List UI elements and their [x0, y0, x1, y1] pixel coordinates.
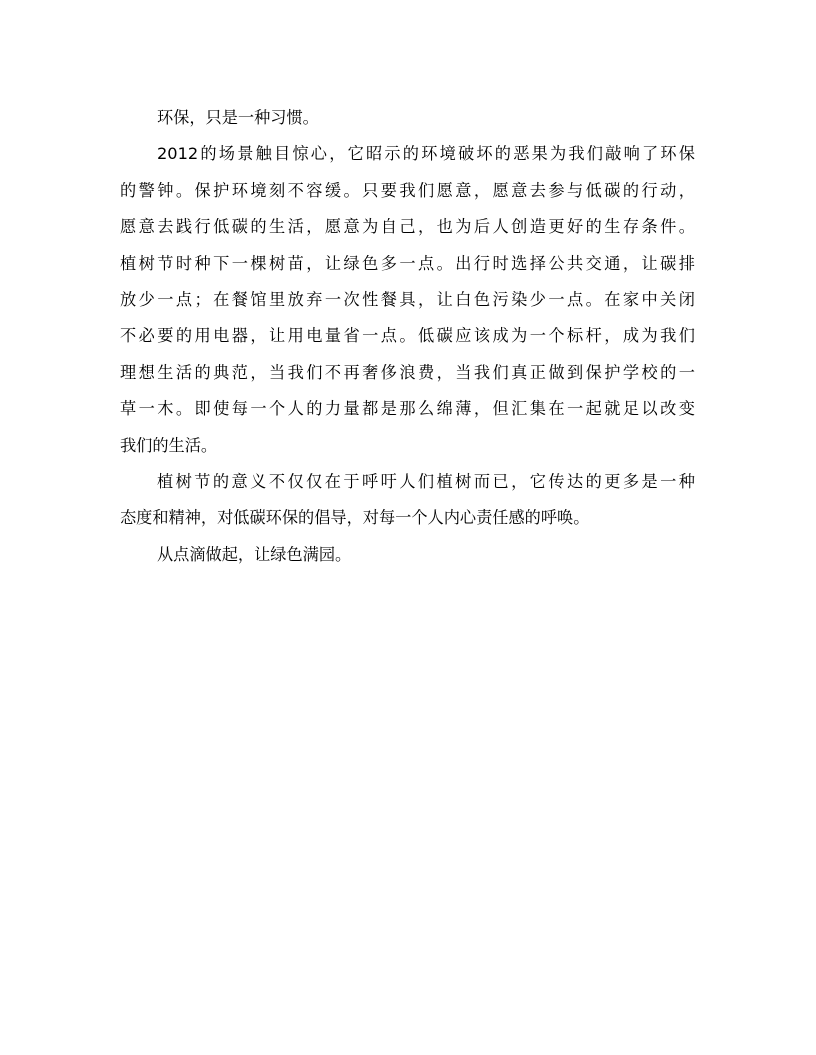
paragraph-line: 植树节时种下一棵树苗，让绿色多一点。出行时选择公共交通，让碳排 — [120, 253, 695, 273]
paragraph-line: 从点滴做起，让绿色满园。 — [157, 544, 352, 564]
paragraph-line: 态度和精神，对低碳环保的倡导，对每一个人内心责任感的呼唤。 — [120, 508, 590, 528]
paragraph-4 — [120, 537, 695, 573]
document-body — [120, 100, 695, 573]
paragraph-line: 我们的生活。 — [120, 435, 218, 455]
paragraph-line: 环保，只是一种习惯。 — [157, 108, 319, 127]
paragraph-line: 植树节的意义不仅仅在于呼吁人们植树而已，它传达的更多是一种 — [157, 471, 695, 491]
paragraph-line: 放少一点；在餐馆里放弃一次性餐具，让白色污染少一点。在家中关闭 — [120, 289, 695, 309]
paragraph-line: 的警钟。保护环境刻不容缓。只要我们愿意，愿意去参与低碳的行动， — [120, 180, 695, 200]
paragraph-line: 理想生活的典范，当我们不再奢侈浪费，当我们真正做到保护学校的一 — [120, 362, 695, 382]
paragraph-line: 不必要的用电器，让用电量省一点。低碳应该成为一个标杆，成为我们 — [120, 326, 695, 346]
paragraph-1 — [120, 100, 695, 136]
paragraph-3 — [120, 464, 695, 537]
paragraph-line: 愿意去践行低碳的生活，愿意为自己，也为后人创造更好的生存条件。 — [120, 217, 695, 237]
paragraph-line: 草一木。即使每一个人的力量都是那么绵薄，但汇集在一起就足以改变 — [120, 399, 695, 419]
paragraph-line: 2012的场景触目惊心，它昭示的环境破坏的恶果为我们敲响了环保 — [157, 144, 695, 164]
paragraph-2 — [120, 136, 695, 464]
